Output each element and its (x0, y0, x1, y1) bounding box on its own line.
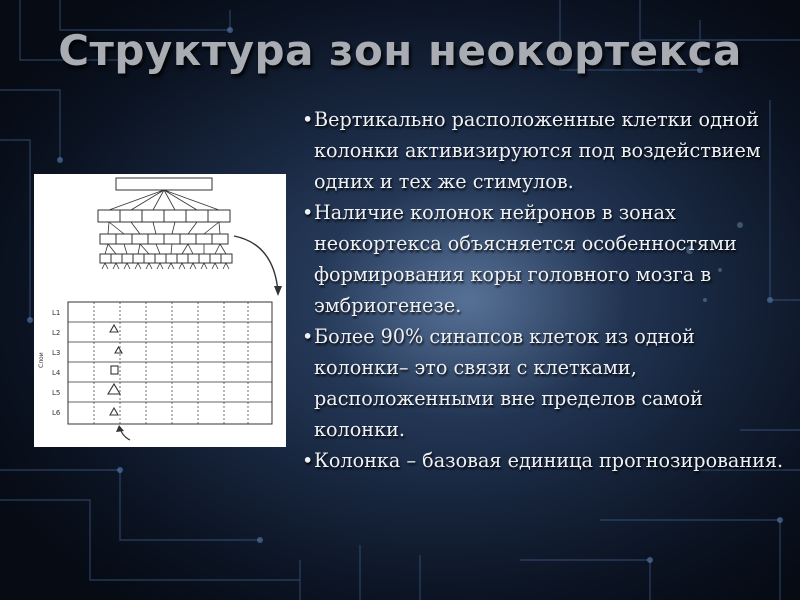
layer-label-4: L4 (52, 369, 61, 377)
flow-arrow-top (234, 236, 278, 292)
bullet-text: Вертикально расположенные клетки одной колонки активизируются под воздействием одних и тех же стимулов. (314, 108, 761, 193)
bullet-marker: • (302, 108, 314, 131)
layer-grid (68, 302, 272, 424)
bullet-list (298, 104, 788, 476)
bullet-text: Наличие колонок нейронов в зонах неокортекса объясняется особенностями формирования коры головного мозга в эмбриогенезе. (314, 201, 737, 317)
bullet-text: Более 90% синапсов клеток из одной колонки– это связи с клетками, расположенными вне пределов самой колонки. (314, 325, 703, 441)
layer-label-2: L2 (52, 329, 61, 337)
hierarchy-row-3 (100, 234, 228, 244)
hierarchy-row-2 (98, 210, 230, 222)
layer-label-6: L6 (52, 409, 61, 417)
neocortex-column-diagram (34, 174, 286, 447)
hierarchy-top-block (116, 178, 212, 190)
bullet-marker: • (302, 449, 314, 472)
bullet-item (298, 197, 788, 321)
layer-label-5: L5 (52, 389, 61, 397)
bullet-marker: • (302, 201, 314, 224)
layer-label-1: L1 (52, 309, 61, 317)
layer-label-3: L3 (52, 349, 61, 357)
bullet-text: Колонка – базовая единица прогнозирования. (314, 449, 784, 472)
bullet-item (298, 104, 788, 197)
slide-title: Структура зон неокортекса (58, 26, 742, 75)
layers-axis-label: Слои (38, 352, 45, 368)
hierarchy-row-4 (100, 254, 232, 263)
bullet-marker: • (302, 325, 314, 348)
bullet-item (298, 321, 788, 445)
bullet-item (298, 445, 788, 476)
